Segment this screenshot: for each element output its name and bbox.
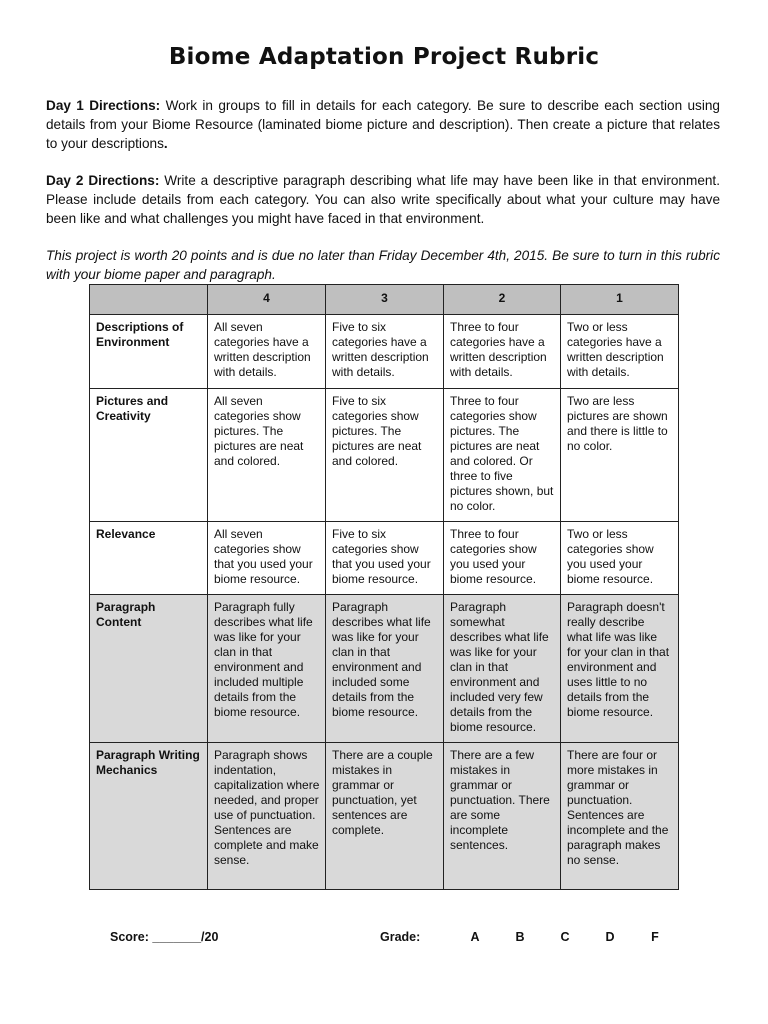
rubric-cell: Two or less categories have a written description with details. xyxy=(561,315,679,389)
rubric-cell: Paragraph doesn't really describe what life was like for your clan in that environment and uses little to no details from the biome resource. xyxy=(561,595,679,743)
day1-text: Work in groups to fill in details for each category. Be sure to describe each section using details from your Biome Resource (laminated biome picture and description). Then create a picture that relates to your descriptions xyxy=(46,98,720,151)
criterion-cell: Relevance xyxy=(90,522,208,595)
rubric-cell: All seven categories show pictures. The pictures are neat and colored. xyxy=(208,389,326,522)
table-row xyxy=(90,389,679,522)
rubric-cell: Three to four categories show pictures. The pictures are neat and colored. Or three to five pictures shown, but no color. xyxy=(444,389,561,522)
header-cell-criterion xyxy=(90,285,208,315)
criterion-cell: Paragraph Writing Mechanics xyxy=(90,743,208,890)
day1-label: Day 1 Directions: xyxy=(46,98,161,113)
table-header-row xyxy=(90,285,679,315)
rubric-cell: Five to six categories have a written description with details. xyxy=(326,315,444,389)
rubric-cell: Three to four categories show you used your biome resource. xyxy=(444,522,561,595)
rubric-cell: There are four or more mistakes in grammar or punctuation. Sentences are incomplete and the paragraph makes no sense. xyxy=(561,743,679,890)
rubric-cell: Three to four categories have a written description with details. xyxy=(444,315,561,389)
day2-label: Day 2 Directions: xyxy=(46,173,160,188)
rubric-cell: Five to six categories show pictures. The pictures are neat and colored. xyxy=(326,389,444,522)
rubric-cell: All seven categories have a written description with details. xyxy=(208,315,326,389)
rubric-cell: Paragraph shows indentation, capitalization where needed, and proper use of punctuation. Sentences are complete and make sense. xyxy=(208,743,326,890)
table-row xyxy=(90,315,679,389)
grade-letter-b: B xyxy=(515,930,525,944)
rubric-cell: All seven categories show that you used your biome resource. xyxy=(208,522,326,595)
table-row xyxy=(90,743,679,890)
rubric-cell: Paragraph somewhat describes what life was like for your clan in that environment and included very few details from the biome resource. xyxy=(444,595,561,743)
due-date-note: This project is worth 20 points and is due no later than Friday December 4th, 2015. Be sure to turn in this rubric with your biome paper and paragraph. xyxy=(46,248,720,282)
grade-letter-f: F xyxy=(651,930,659,944)
table-row xyxy=(90,595,679,743)
day1-directions xyxy=(46,96,720,153)
criterion-cell: Paragraph Content xyxy=(90,595,208,743)
rubric-cell: Paragraph describes what life was like for your clan in that environment and included some details from the biome resource. xyxy=(326,595,444,743)
rubric-cell: Two are less pictures are shown and there is little to no color. xyxy=(561,389,679,522)
day2-text: Write a descriptive paragraph describing what life may have been like in that environment. Please include details from each category. You can also write specifically about what your culture may have been like and what challenges you might have faced in that environment. xyxy=(46,173,720,226)
rubric-cell: Paragraph fully describes what life was like for your clan in that environment and included multiple details from the biome resource. xyxy=(208,595,326,743)
day2-directions xyxy=(46,171,720,228)
criterion-cell: Pictures and Creativity xyxy=(90,389,208,522)
rubric-cell: Five to six categories show that you used your biome resource. xyxy=(326,522,444,595)
criterion-cell: Descriptions of Environment xyxy=(90,315,208,389)
rubric-table xyxy=(89,284,679,890)
grade-letter-d: D xyxy=(605,930,615,944)
day1-end: . xyxy=(163,136,168,151)
header-cell-score-2: 2 xyxy=(444,285,561,315)
header-cell-score-4: 4 xyxy=(208,285,326,315)
page-title: Biome Adaptation Project Rubric xyxy=(168,44,600,70)
table-row xyxy=(90,522,679,595)
grade-letter-a: A xyxy=(470,930,480,944)
header-cell-score-1: 1 xyxy=(561,285,679,315)
score-line: Score: _______/20 xyxy=(110,930,219,944)
header-cell-score-3: 3 xyxy=(326,285,444,315)
grade-label: Grade: xyxy=(380,930,421,944)
rubric-cell: There are a few mistakes in grammar or punctuation. There are some incomplete sentences. xyxy=(444,743,561,890)
rubric-cell: There are a couple mistakes in grammar or punctuation, yet sentences are complete. xyxy=(326,743,444,890)
grade-letter-c: C xyxy=(560,930,570,944)
rubric-cell: Two or less categories show you used your biome resource. xyxy=(561,522,679,595)
